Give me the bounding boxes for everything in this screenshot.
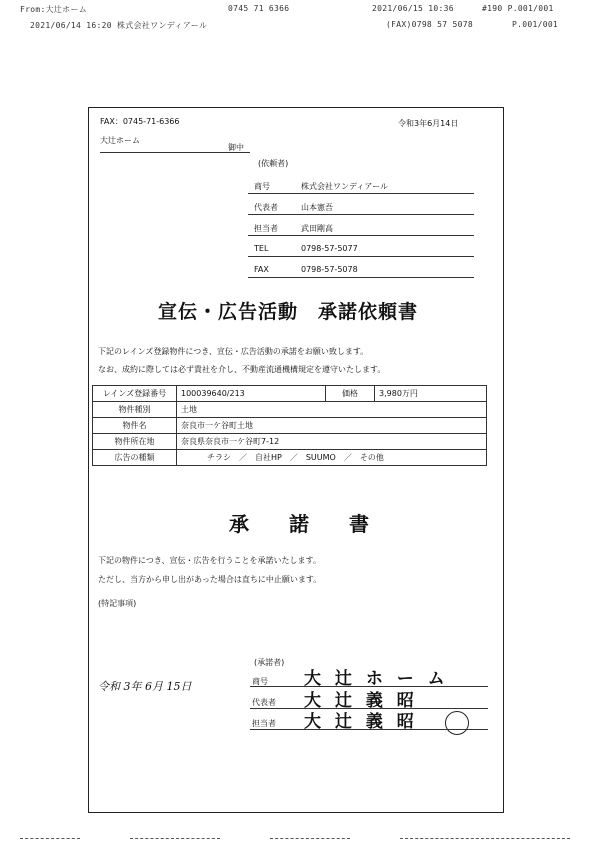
requester-underline	[248, 214, 474, 215]
consenter-heading: (承諾者)	[254, 658, 285, 667]
table-row	[93, 450, 487, 466]
requester-label-tel: TEL	[254, 244, 269, 253]
requester-fax: 0798-57-5078	[301, 265, 358, 274]
reins-number-label: レインズ登録番号	[93, 386, 177, 402]
seal-stamp	[445, 711, 469, 735]
property-type: 土地	[177, 402, 487, 418]
table-row	[93, 434, 487, 450]
consenter-representative-signature: 大 辻 義 昭	[304, 691, 418, 711]
requester-underline	[248, 277, 474, 278]
table-row	[93, 386, 487, 402]
document-title: 宣伝・広告活動 承諾依頼書	[158, 301, 419, 323]
scan-artifact-line	[400, 838, 570, 839]
fax-header-received-time: 2021/06/15 10:36	[372, 4, 454, 13]
fax-header-origin-page: P.001/001	[512, 20, 559, 29]
property-table	[92, 385, 487, 466]
scan-artifact-line	[130, 838, 220, 839]
document-date: 令和3年6月14日	[398, 119, 459, 128]
ad-type-options: チラシ ／ 自社HP ／ SUUMO ／ その他	[177, 450, 487, 466]
requester-underline	[248, 193, 474, 194]
requester-company: 株式会社ワンディアール	[301, 182, 388, 191]
consenter-staff-signature: 大 辻 義 昭	[304, 712, 418, 732]
consenter-label-representative: 代表者	[252, 698, 276, 707]
fax-header-sender-number: 0745 71 6366	[228, 4, 290, 13]
table-row	[93, 402, 487, 418]
requester-underline	[248, 235, 474, 236]
special-terms-label: (特記事項)	[98, 599, 137, 608]
recipient-underline	[100, 152, 250, 153]
property-location: 奈良県奈良市一ケ谷町7-12	[177, 434, 487, 450]
property-name-label: 物件名	[93, 418, 177, 434]
request-text-1: 下記のレインズ登録物件につき、宣伝・広告活動の承諾をお願い致します。	[98, 347, 369, 356]
consenter-company-signature: 大 辻 ホ ー ム	[304, 669, 449, 689]
request-text-2: なお、成約に際しては必ず貴社を介し、不動産流通機構規定を遵守いたします。	[98, 365, 386, 374]
requester-label-representative: 代表者	[254, 203, 278, 212]
recipient-name: 大辻ホーム	[100, 136, 140, 145]
fax-to-number: FAX：0745-71-6366	[100, 117, 180, 126]
table-row	[93, 418, 487, 434]
fax-header-page-count: #190 P.001/001	[482, 4, 554, 13]
requester-label-staff: 担当者	[254, 224, 278, 233]
scan-artifact-line	[270, 838, 350, 839]
recipient-honorific: 御中	[228, 143, 244, 152]
price-value: 3,980万円	[375, 386, 487, 402]
consent-date: 令和 3年 6月 15日	[98, 680, 192, 693]
price-label: 価格	[326, 386, 375, 402]
reins-number: 100039640/213	[177, 386, 326, 402]
consent-text-1: 下記の物件につき、宣伝・広告を行うことを承諾いたします。	[98, 556, 321, 565]
consenter-label-staff: 担当者	[252, 719, 276, 728]
property-name: 奈良市一ケ谷町土地	[177, 418, 487, 434]
requester-heading: (依頼者)	[258, 159, 289, 168]
requester-label-company: 商号	[254, 182, 270, 191]
property-location-label: 物件所在地	[93, 434, 177, 450]
consent-title: 承 諾 書	[229, 512, 369, 536]
fax-header-origin-fax: (FAX)0798 57 5078	[386, 20, 473, 29]
requester-underline	[248, 256, 474, 257]
property-type-label: 物件種別	[93, 402, 177, 418]
ad-type-label: 広告の種類	[93, 450, 177, 466]
requester-tel: 0798-57-5077	[301, 244, 358, 253]
consenter-label-company: 商号	[252, 677, 268, 686]
requester-staff: 武田剛高	[301, 224, 333, 233]
consenter-underline	[250, 729, 488, 730]
fax-header-sender: From:大辻ホーム	[20, 5, 88, 14]
fax-header-origin: 2021/06/14 16:20 株式会社ワンディアール	[30, 21, 208, 30]
requester-representative: 山本憲吾	[301, 203, 333, 212]
scan-artifact-line	[20, 838, 80, 839]
requester-label-fax: FAX	[254, 265, 269, 274]
consent-text-2: ただし、当方から申し出があった場合は直ちに中止願います。	[98, 575, 322, 584]
